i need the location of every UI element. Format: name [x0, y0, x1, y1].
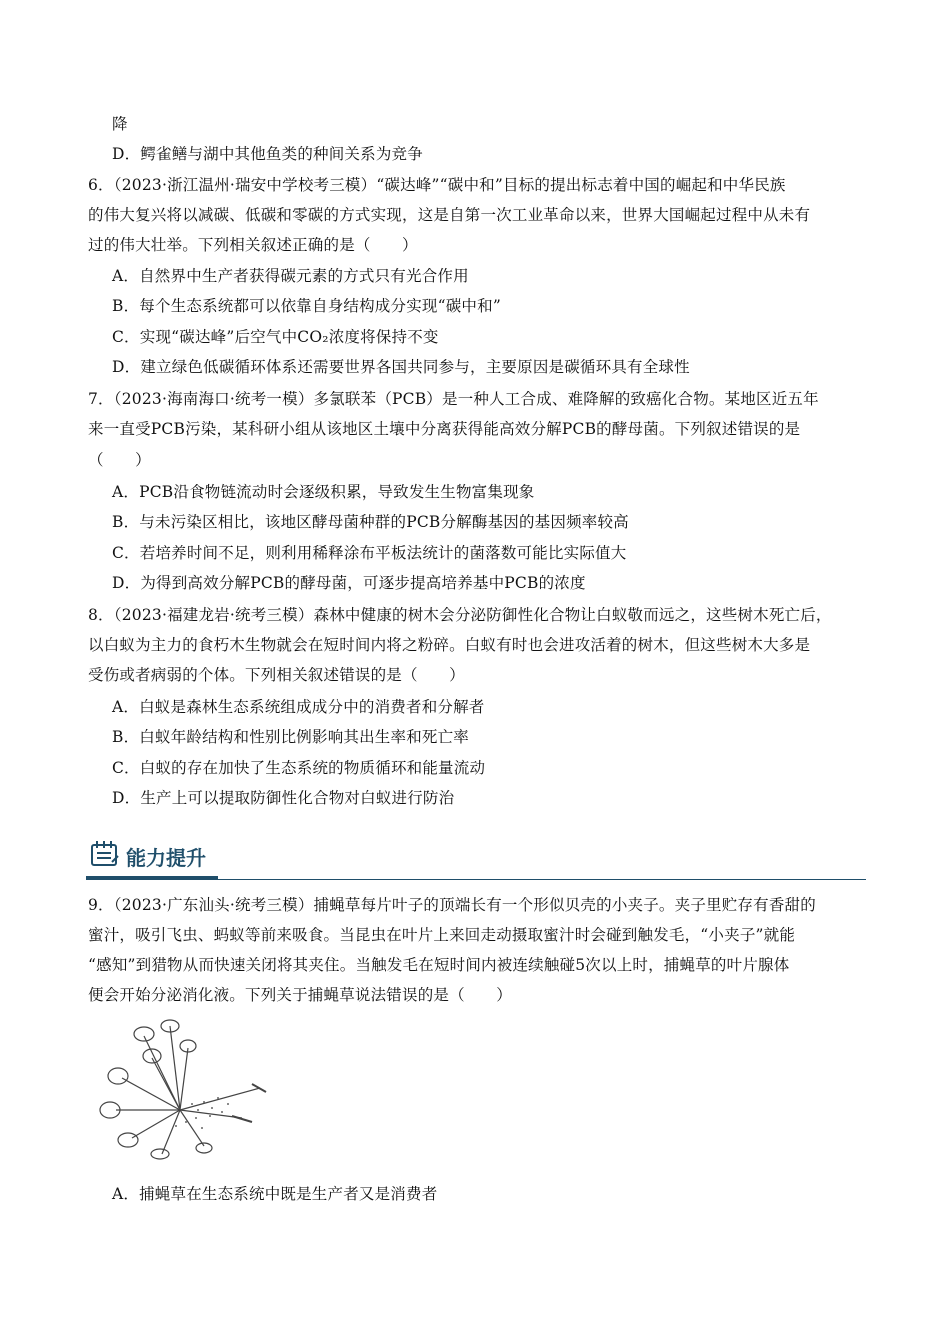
- question-8-stem: 受伤或者病弱的个体。下列相关叙述错误的是（ ）: [88, 666, 465, 684]
- question-6-stem: 的伟大复兴将以减碳、低碳和零碳的方式实现，这是自第一次工业革命以来，世界大国崛起过程中从未有: [88, 206, 811, 224]
- question-6-stem: 过的伟大壮举。下列相关叙述正确的是（ ）: [88, 236, 418, 254]
- question-6-stem: 6．（2023·浙江温州·瑞安中学校考三模）“碳达峰”“碳中和”目标的提出标志着中国的崛起和中华民族: [88, 176, 786, 194]
- question-8-stem: 8．（2023·福建龙岩·统考三模）森林中健康的树木会分泌防御性化合物让白蚁敬而远之，这些树木死亡后，: [88, 606, 832, 624]
- question-8-option-d: D．生产上可以提取防御性化合物对白蚁进行防治: [112, 789, 455, 807]
- question-6-option-b: B．每个生态系统都可以依靠自身结构成分实现“碳中和”: [112, 297, 501, 315]
- question-8-option-a: A．白蚁是森林生态系统组成成分中的消费者和分解者: [112, 698, 485, 716]
- option-d: D．鳄雀鳝与湖中其他鱼类的种间关系为竞争: [112, 145, 423, 163]
- question-7-option-d: D．为得到高效分解PCB的酵母菌，可逐步提高培养基中PCB的浓度: [112, 574, 586, 592]
- section-accent-bar: [86, 876, 218, 880]
- notebook-icon: [90, 840, 120, 868]
- question-6-option-a: A．自然界中生产者获得碳元素的方式只有光合作用: [112, 267, 469, 285]
- question-9-option-a: A．捕蝇草在生态系统中既是生产者又是消费者: [112, 1185, 438, 1203]
- section-header: [86, 836, 866, 884]
- question-7-option-b: B．与未污染区相比，该地区酵母菌种群的PCB分解酶基因的基因频率较高: [112, 513, 629, 531]
- question-9-stem: 蜜汁，吸引飞虫、蚂蚁等前来吸食。当昆虫在叶片上来回走动摄取蜜汁时会碰到触发毛，“小夹子”就能: [88, 926, 796, 944]
- question-6-option-d: D．建立绿色低碳循环体系还需要世界各国共同参与，主要原因是碳循环具有全球性: [112, 358, 690, 376]
- section-title: 能力提升: [126, 846, 206, 870]
- question-7-stem: 来一直受PCB污染，某科研小组从该地区土壤中分离获得能高效分解PCB的酵母菌。下列叙述错误的是: [88, 420, 801, 438]
- question-7-option-a: A．PCB沿食物链流动时会逐级积累，导致发生生物富集现象: [112, 483, 535, 501]
- question-6-option-c: C．实现“碳达峰”后空气中CO₂浓度将保持不变: [112, 328, 439, 346]
- question-8-stem: 以白蚁为主力的食朽木生物就会在短时间内将之粉碎。白蚁有时也会进攻活着的树木，但这些树木大多是: [88, 636, 811, 654]
- question-8-option-c: C．白蚁的存在加快了生态系统的物质循环和能量流动: [112, 759, 486, 777]
- venus-flytrap-illustration: [92, 1018, 270, 1160]
- question-7-stem: 7．（2023·海南海口·统考一模）多氯联苯（PCB）是一种人工合成、难降解的致癌化合物。某地区近五年: [88, 390, 819, 408]
- question-8-option-b: B．白蚁年龄结构和性别比例影响其出生率和死亡率: [112, 728, 469, 746]
- question-7-stem: （ ）: [88, 451, 151, 469]
- question-9-stem: 9．（2023·广东汕头·统考三模）捕蝇草每片叶子的顶端长有一个形似贝壳的小夹子。夹子里贮存有香甜的: [88, 896, 816, 914]
- question-9-stem: “感知”到猎物从而快速关闭将其夹住。当触发毛在短时间内被连续触碰5次以上时，捕蝇草的叶片腺体: [88, 956, 790, 974]
- question-7-option-c: C．若培养时间不足，则利用稀释涂布平板法统计的菌落数可能比实际值大: [112, 544, 627, 562]
- question-9-stem: 便会开始分泌消化液。下列关于捕蝇草说法错误的是（ ）: [88, 986, 512, 1004]
- text-line: 降: [112, 115, 128, 133]
